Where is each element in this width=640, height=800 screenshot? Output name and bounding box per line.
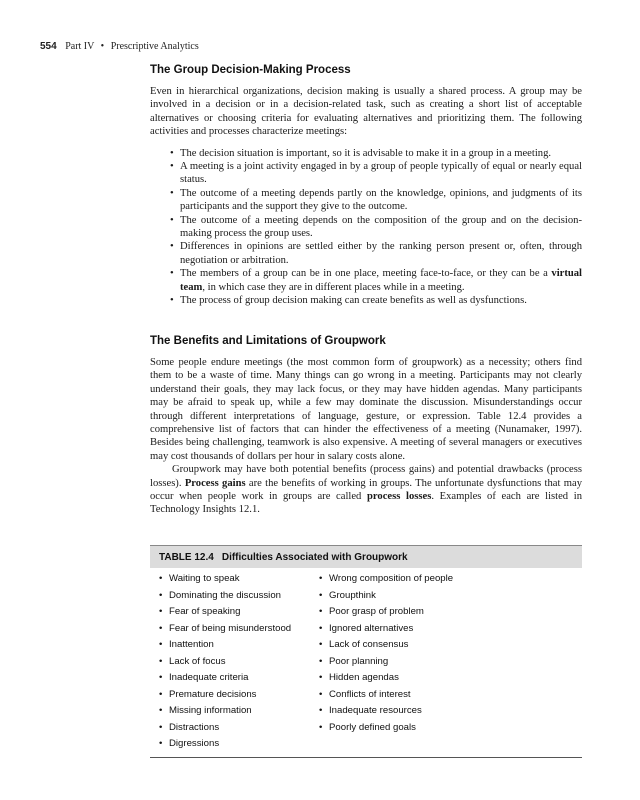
table-item-text: Groupthink [329,589,376,601]
table-item-text: Fear of being misunderstood [169,622,292,634]
paragraph-text: . Examples of each are listed in Technology Insights 12.1. [150,491,582,516]
list-item [150,214,582,241]
term-virtual-team: virtual team [180,268,582,293]
term-process-gains: Process gains [184,477,246,489]
bullet-glyph: • [170,147,174,159]
table-item-text: Hidden agendas [329,672,399,683]
table-item: • Poorly defined goals [319,721,416,733]
part-label: Part IV [65,41,95,52]
list-item [150,187,582,214]
table-item: • Lack of consensus [319,639,409,650]
table-item: • Inadequate resources [319,705,422,716]
table-item-text: Poorly defined goals [329,721,416,733]
list-item [150,160,582,187]
table-item: • Inadequate criteria [159,672,249,683]
table-item: • Poor grasp of problem [319,606,424,617]
table-item-text: Fear of speaking [169,606,241,617]
list-item-text: The members of a group can be in one place, meeting face-to-face, or they can be a [180,268,552,280]
table-item: • Poor planning [319,655,389,667]
bullet-glyph: • [170,241,174,253]
list-item-text: , in which case they are in different places while in a meeting. [202,281,465,293]
table-item-text: Inadequate criteria [169,672,249,683]
bullet-glyph: • [170,214,174,226]
running-head [40,41,199,52]
table-label: TABLE 12.4 [159,551,214,563]
table-item-text: Digressions [169,738,220,749]
list-item-text: Differences in opinions are settled either by the ranking person present or, often, through negotiation or arbitration. [180,241,582,266]
table-item-text: Missing information [169,705,252,716]
table-item: • Inattention [159,639,214,650]
table-item: • Groupthink [319,589,376,601]
table-item-text: Ignored alternatives [329,622,414,634]
bullet-glyph: • [170,187,174,199]
meeting-characteristics-list [150,147,582,308]
list-item [150,294,582,307]
table-item-text: Inadequate resources [329,705,422,716]
table-item-text: Lack of consensus [329,639,409,650]
term-process-losses: process losses [367,491,432,503]
list-item-text: The outcome of a meeting depends partly on the knowledge, opinions, and judgments of its participants and the support they give to the outcome. [180,187,582,213]
section-benefits-limitations [150,335,582,517]
table-column-right [310,571,570,753]
table-item: • Hidden agendas [319,672,399,683]
table-item-text: Premature decisions [169,688,257,700]
table-item-text: Conflicts of interest [329,688,411,700]
table-header [150,545,582,568]
list-item-text: A meeting is a joint activity engaged in by a group of people typically of equal or nearly equal status. [180,161,582,186]
bullet-glyph: • [170,295,174,307]
intro-paragraph: Even in hierarchical organizations, decision making is usually a shared process. A group may be involved in a decision or in a decision-related task, such as creating a short list of acceptable alternatives or choosing criteria for evaluating alternatives and prioritizing them. The following activities and processes characterize meetings: [150,86,582,138]
list-item [150,147,582,160]
table-body [150,568,582,758]
paragraph: Some people endure meetings (the most common form of groupwork) as a necessity; others find them to be a waste of time. Many things can go wrong in a meeting. Participants may not clearly understand their goals, they may lack focus, or they may have hidden agendas. Many participants may be afraid to speak up, while a few may dominate the discussion. Misunderstandings occur through different interpretations of language, gesture, or expression. Table 12.4 provides a comprehensive list of factors that can hinder the effectiveness of a meeting (Nunamaker, 1997). Besides being challenging, teamwork is also expensive. A meeting of several managers or executives may cost thousands of dollars per hour in salary costs alone. [150,357,582,462]
bullet-glyph: • [170,268,174,280]
table-item-text: Lack of focus [169,655,226,667]
list-item-text: The process of group decision making can create benefits as well as dysfunctions. [180,295,527,307]
table-item: • Lack of focus [159,655,226,667]
table-item: • Wrong composition of people [319,573,454,584]
table-item: • Missing information [159,705,252,716]
list-item [150,240,582,267]
table-item-text: Wrong composition of people [329,573,454,584]
table-title: Difficulties Associated with Groupwork [221,551,408,563]
table-item: • Dominating the discussion [159,589,281,601]
list-item [150,267,582,294]
table-item-text: Distractions [169,721,220,733]
section-label: Prescriptive Analytics [110,41,199,52]
table-12-4 [150,545,582,758]
table-item-text: Inattention [169,639,214,650]
table-item: • Premature decisions [159,688,257,700]
section-heading: The Benefits and Limitations of Groupwork [150,335,386,347]
table-item: • Fear of speaking [159,606,241,617]
paragraph-text: Groupwork may have both potential benefits (process gains) and potential drawbacks (process losses). [150,464,582,489]
table-item: • Distractions [159,721,220,733]
table-item: • Conflicts of interest [319,688,411,700]
table-item-text: Poor grasp of problem [329,606,424,617]
list-item-text: The outcome of a meeting depends on the composition of the group and on the decision-making process the group uses. [180,214,582,240]
list-item-text: The decision situation is important, so it is advisable to make it in a group in a meeting. [180,147,552,159]
table-item: • Waiting to speak [159,573,240,584]
section-group-decision [150,64,582,308]
table-item: • Fear of being misunderstood [159,622,292,634]
bullet-glyph: • [170,161,174,173]
running-head-separator: • [100,41,105,52]
page-number: 554 [40,41,57,52]
table-item-text: Dominating the discussion [169,589,281,601]
table-item-text: Waiting to speak [169,573,240,584]
paragraph-text: are the benefits of working in groups. The unfortunate dysfunctions that may occur when people work in groups are called [150,477,582,503]
table-item: • Digressions [159,738,220,749]
section-heading: The Group Decision-Making Process [150,64,351,76]
table-item: • Ignored alternatives [319,622,414,634]
paragraph [150,463,582,517]
table-item-text: Poor planning [329,655,389,667]
table-column-left [150,571,310,753]
